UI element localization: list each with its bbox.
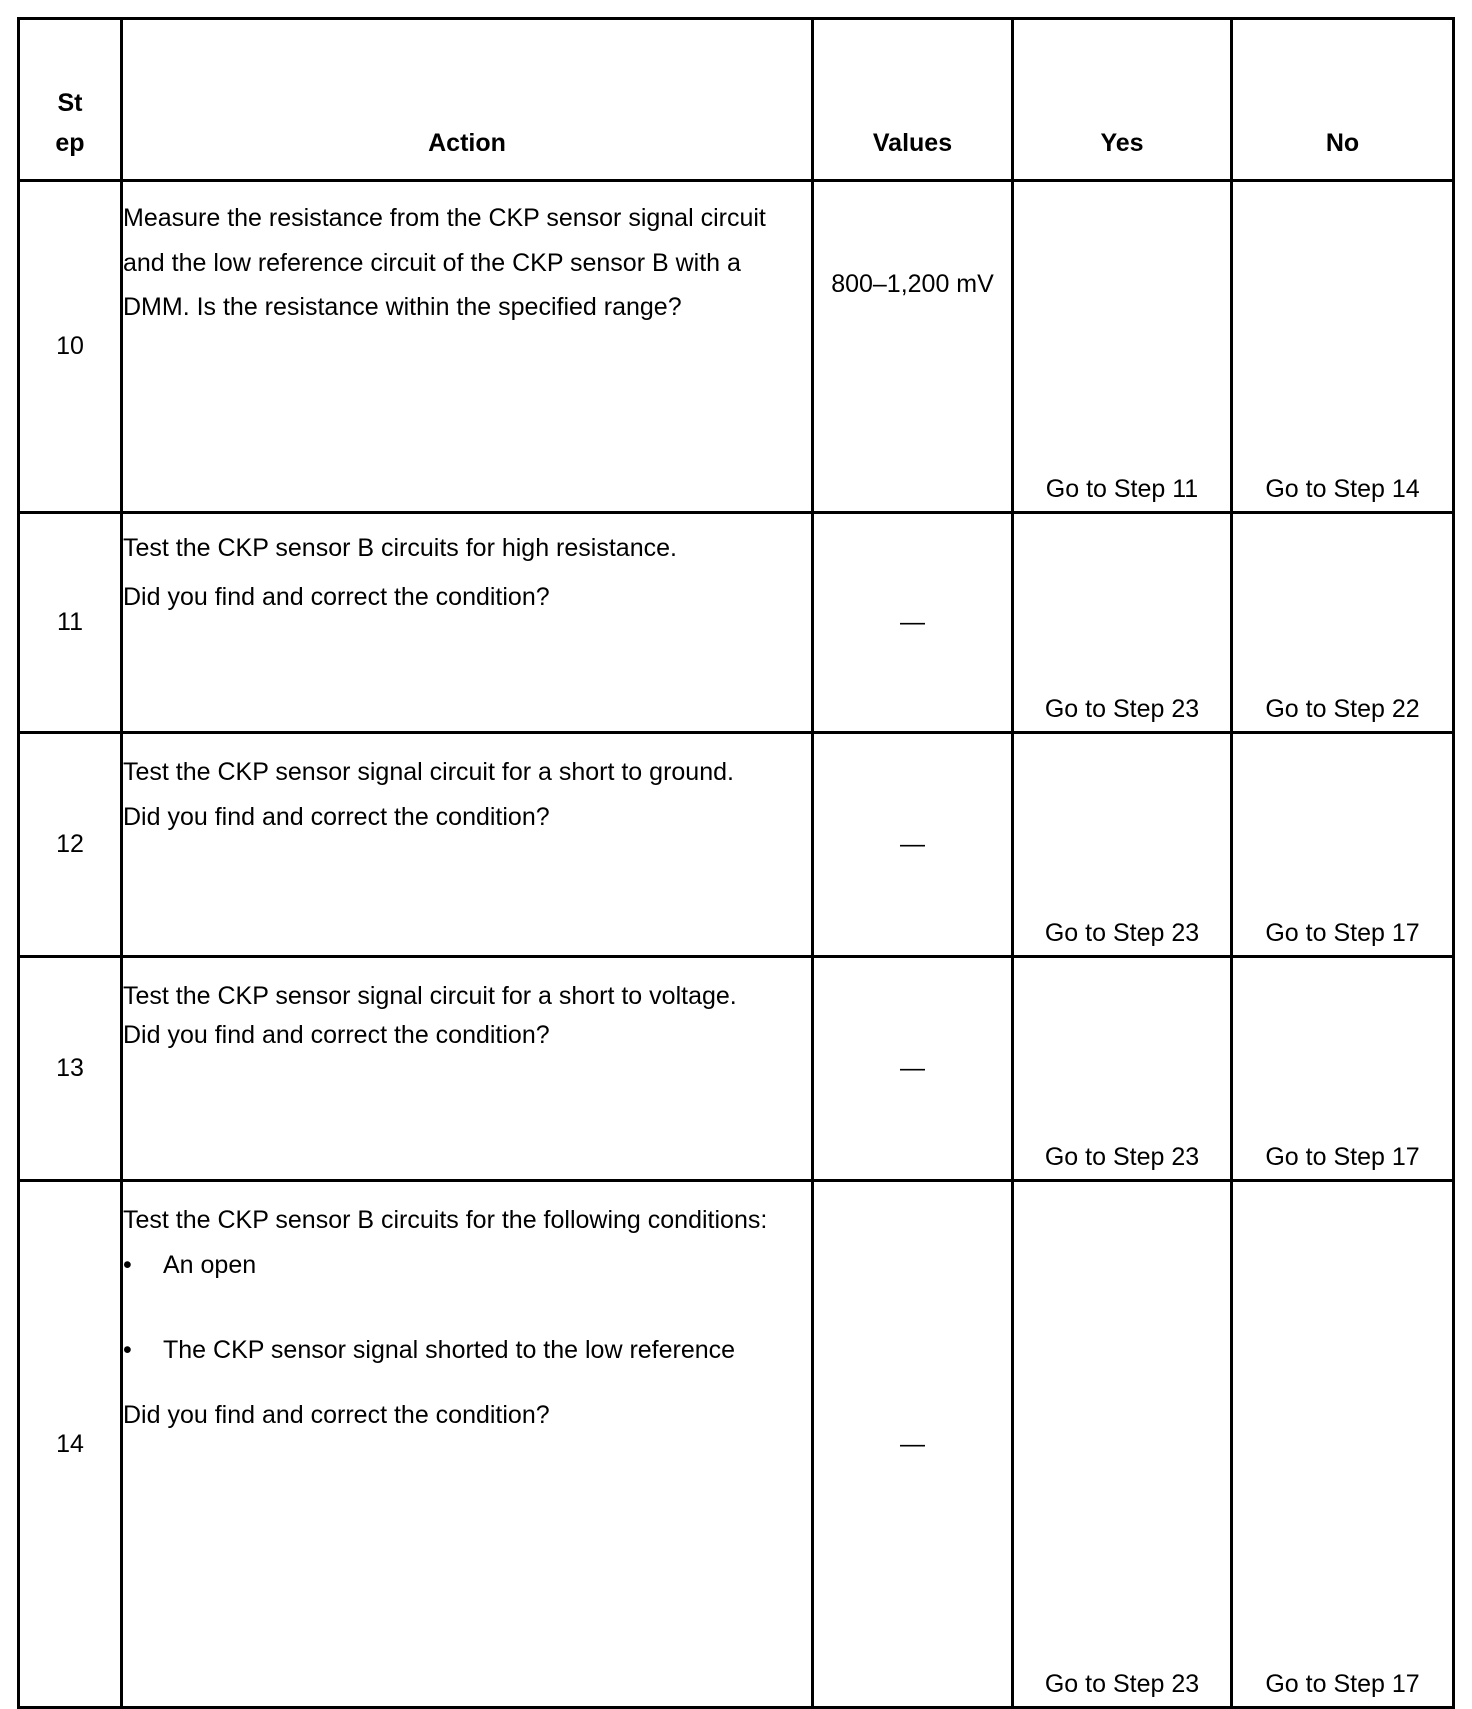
no-cell: Go to Step 17 <box>1232 733 1454 957</box>
bullet-icon: • <box>123 1250 132 1279</box>
header-action: Action <box>122 19 813 181</box>
no-cell: Go to Step 17 <box>1232 1181 1454 1708</box>
yes-cell: Go to Step 23 <box>1013 513 1232 733</box>
action-text <box>122 513 813 733</box>
value-cell: — <box>813 957 1013 1181</box>
yes-cell: Go to Step 23 <box>1013 1181 1232 1708</box>
table-row <box>19 513 1454 733</box>
header-step: St ep <box>19 19 122 181</box>
action-instruction: Test the CKP sensor B circuits for high resistance. <box>123 534 677 562</box>
step-number: 10 <box>19 181 122 513</box>
table-row <box>19 733 1454 957</box>
header-values: Values <box>813 19 1013 181</box>
value-cell: — <box>813 1181 1013 1708</box>
value-cell: 800–1,200 mV <box>813 181 1013 513</box>
no-cell: Go to Step 22 <box>1232 513 1454 733</box>
step-number: 12 <box>19 733 122 957</box>
step-number: 14 <box>19 1181 122 1708</box>
bullet-icon: • <box>123 1336 132 1364</box>
action-question: Did you find and correct the condition? <box>123 582 550 611</box>
condition-list-item: • The CKP sensor signal shorted to the low reference <box>123 1328 811 1373</box>
action-text: Measure the resistance from the CKP sensor signal circuit and the low reference circuit of the CKP sensor B with a DMM. Is the resistance within the specified range? <box>122 181 813 513</box>
diagnostic-steps-table <box>17 17 1455 1709</box>
condition-list-item: • An open <box>123 1243 811 1288</box>
action-instruction: Test the CKP sensor B circuits for the following conditions: <box>123 1206 768 1234</box>
action-question: Did you find and correct the condition? <box>123 802 550 831</box>
header-no: No <box>1232 19 1454 181</box>
value-cell: — <box>813 733 1013 957</box>
action-instruction: Test the CKP sensor signal circuit for a short to ground. <box>123 758 734 786</box>
no-cell: Go to Step 14 <box>1232 181 1454 513</box>
yes-cell: Go to Step 23 <box>1013 733 1232 957</box>
header-yes: Yes <box>1013 19 1232 181</box>
action-instruction: Test the CKP sensor signal circuit for a short to voltage. <box>123 982 737 1010</box>
action-question: Did you find and correct the condition? <box>123 1400 550 1429</box>
no-cell: Go to Step 17 <box>1232 957 1454 1181</box>
yes-cell: Go to Step 11 <box>1013 181 1232 513</box>
table-row <box>19 957 1454 1181</box>
step-number: 13 <box>19 957 122 1181</box>
table-row <box>19 181 1454 513</box>
yes-cell: Go to Step 23 <box>1013 957 1232 1181</box>
action-text <box>122 957 813 1181</box>
action-question: Did you find and correct the condition? <box>123 1020 550 1049</box>
header-row <box>19 19 1454 181</box>
step-number: 11 <box>19 513 122 733</box>
action-text <box>122 1181 813 1708</box>
action-text <box>122 733 813 957</box>
value-cell: — <box>813 513 1013 733</box>
table-row <box>19 1181 1454 1708</box>
